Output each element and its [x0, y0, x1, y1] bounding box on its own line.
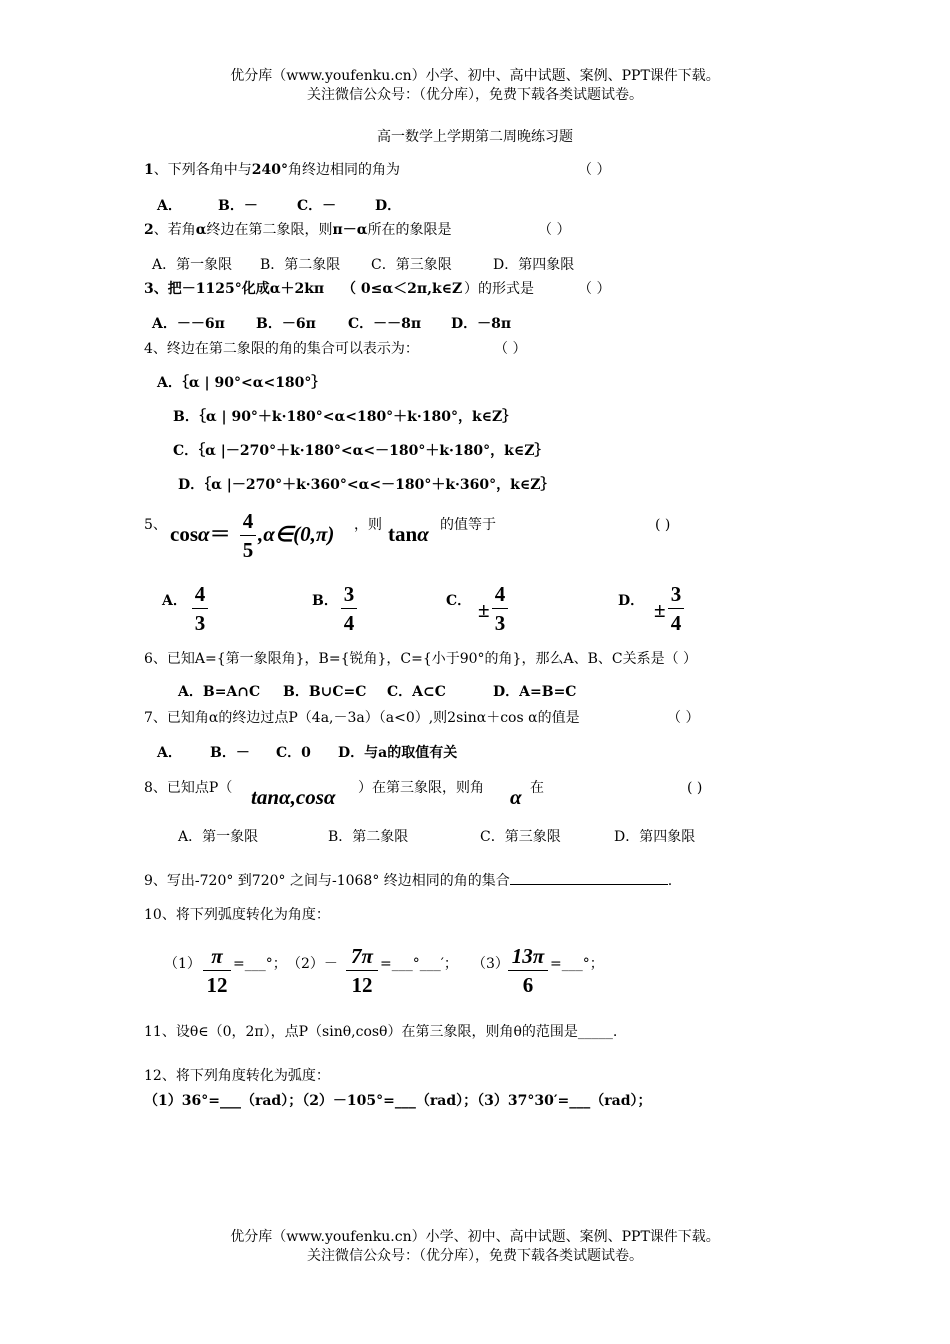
q2-expr: π－α	[332, 222, 368, 238]
q2-answer-bracket: （ ）	[538, 222, 571, 238]
q3-condition: （ 0≤α＜2π,k∈Z	[342, 281, 463, 297]
q5-option-d-sign: ±	[654, 598, 666, 622]
q6-option-b: B．B∪C=C	[283, 684, 367, 700]
q3-option-c: C．－－8π	[348, 316, 422, 332]
footer-line-2: 关注微信公众号：（优分库），免费下载各类试题试卷。	[307, 1248, 643, 1264]
q12-conversions: （1）36°=___（rad）；（2）－105°=___（rad）；（3）37°30′=___（rad）；	[144, 1093, 652, 1109]
q5-option-d-fraction	[668, 582, 684, 635]
q6-option-a: A．B=A∩C	[178, 684, 261, 700]
q9-answer-blank[interactable]	[510, 871, 668, 885]
q8-answer-bracket: ( )	[687, 780, 703, 796]
q5-a-num: 4	[194, 582, 206, 606]
q10-f1-num: π	[211, 944, 223, 968]
q5-cos-expr	[170, 522, 231, 546]
q2-option-a: A．第一象限	[152, 257, 233, 273]
q4-answer-bracket: （ ）	[494, 341, 527, 357]
q2-text-c: 所在的象限是	[367, 222, 452, 238]
q10-part-3-answer: =___°；	[550, 956, 604, 972]
question-6: 6、已知A={第一象限角}，B={锐角}，C={小于90°的角}，那么A、B、C关系是（ ）	[144, 651, 698, 667]
q3-option-b: B．－6π	[256, 316, 316, 332]
q5-frac-den: 5	[242, 538, 254, 562]
question-11: 11、设θ∈（0，2π），点P（sinθ,cosθ）在第三象限，则角θ的范围是_____.	[144, 1024, 618, 1040]
q10-part-2-fraction	[346, 944, 378, 997]
question-1	[144, 161, 400, 179]
q5-option-c-fraction	[492, 582, 508, 635]
question-3	[144, 280, 324, 298]
q3-text: 3、把－1125°化成	[144, 281, 270, 297]
q5-cos: cos	[170, 522, 198, 546]
q9-text: 9、写出-720° 到720° 之间与-1068° 终边相同的角的集合	[144, 873, 510, 889]
q5-alpha: α	[198, 522, 210, 546]
q5-eq: ＝	[209, 522, 231, 546]
q1-degree: 240°	[251, 162, 288, 178]
q1-option-b: B．－	[218, 198, 258, 214]
q5-fraction-4-5	[240, 509, 256, 562]
q6-option-d: D．A=B=C	[493, 684, 577, 700]
question-4: 4、终边在第二象限的角的集合可以表示为：	[144, 341, 419, 357]
q10-f1-den: 12	[206, 973, 228, 997]
q10-f2-num: 7π	[351, 944, 373, 968]
q1-number: 1	[144, 162, 154, 178]
q5-d-den: 4	[670, 611, 682, 635]
q7-option-b: B．－	[210, 745, 250, 761]
q1-option-a: A．	[157, 198, 182, 214]
q2-text: 、若角	[153, 222, 196, 238]
q10-part-1-fraction	[203, 944, 231, 997]
q5-tan-expr	[388, 522, 429, 546]
q2-option-d: D．第四象限	[493, 257, 575, 273]
q10-f3-den: 6	[522, 973, 534, 997]
q5-answer-bracket: ( )	[655, 517, 671, 533]
q5-option-c-label: C．	[446, 593, 472, 609]
q10-f3-num: 13π	[511, 944, 545, 968]
question-7: 7、已知角α的终边过点P（4a,－3a）（a<0）,则2sinα＋cos α的值是	[144, 710, 580, 726]
q10-part-3-label: （3）	[472, 956, 509, 972]
question-2	[144, 221, 452, 239]
q5-frac-num: 4	[242, 509, 254, 533]
q7-option-a: A．	[157, 745, 182, 761]
q5-tan-alpha: α	[417, 522, 429, 546]
q10-part-2-answer: =___°___′；	[380, 956, 458, 972]
q3-option-a: A．－－6π	[152, 316, 225, 332]
q8-option-b: B．第二象限	[328, 829, 409, 845]
q1-answer-bracket: （ ）	[578, 162, 611, 178]
q1-text-a: 、下列各角中与	[153, 162, 252, 178]
q5-b-den: 4	[343, 611, 355, 635]
q10-part-3-fraction	[508, 944, 548, 997]
q2-number: 2	[144, 222, 154, 238]
q10-part-2-label: （2）－	[287, 956, 338, 972]
q10-part-1-label: （1）	[164, 956, 201, 972]
q5-interval: ,α∈(0,π)	[258, 522, 335, 546]
q5-option-b-fraction	[341, 582, 357, 635]
q5-ask: 的值等于	[440, 517, 496, 533]
q5-then: ，则	[354, 517, 382, 533]
question-9	[144, 871, 672, 890]
q5-option-c-sign: ±	[478, 598, 490, 622]
q8-option-a: A．第一象限	[178, 829, 259, 845]
q9-end: .	[667, 873, 673, 889]
q3-expr: α＋2kπ	[269, 281, 325, 297]
q5-option-d-label: D．	[618, 593, 645, 609]
q7-option-d: D．与a的取值有关	[338, 745, 458, 761]
q4-option-c: C．｛α |－270°＋k·180°<α<－180°＋k·180°，k∈Z｝	[173, 443, 549, 459]
q7-answer-bracket: （ ）	[667, 710, 700, 726]
q5-c-num: 4	[494, 582, 506, 606]
q3-option-d: D．－8π	[451, 316, 512, 332]
q7-option-c: C．0	[276, 745, 311, 761]
q4-option-b: B．｛α | 90°＋k·180°<α<180°＋k·180°，k∈Z｝	[173, 409, 517, 425]
q10-f2-den: 12	[351, 973, 373, 997]
question-10: 10、将下列弧度转化为角度：	[144, 907, 330, 923]
q10-part-1-answer: =___°；	[233, 956, 287, 972]
q8-text-b: ）在第三象限，则角	[358, 780, 484, 796]
q5-c-den: 3	[494, 611, 506, 635]
question-8: 8、已知点P（	[144, 780, 233, 796]
q3-answer-bracket: （ ）	[578, 281, 611, 297]
q1-option-d: D．	[375, 198, 402, 214]
page-title: 高一数学上学期第二周晚练习题	[377, 129, 573, 145]
q3-text-b: ）的形式是	[464, 281, 534, 297]
question-12: 12、将下列角度转化为弧度：	[144, 1068, 330, 1084]
q4-option-d: D．｛α |－270°＋k·360°<α<－180°＋k·360°，k∈Z｝	[178, 477, 555, 493]
q8-option-d: D．第四象限	[614, 829, 696, 845]
q2-option-b: B．第二象限	[260, 257, 341, 273]
q6-option-c: C．A⊂C	[387, 684, 446, 700]
q8-option-c: C．第三象限	[480, 829, 561, 845]
header-line-1: 优分库（www.youfenku.cn）小学、初中、高中试题、案例、PPT课件下载。	[230, 68, 720, 84]
q5-option-a-label: A．	[162, 593, 187, 609]
q2-text-b: 终边在第二象限，则	[206, 222, 333, 238]
q1-option-c: C．－	[297, 198, 337, 214]
q2-alpha: α	[195, 222, 207, 238]
q5-option-a-fraction	[192, 582, 208, 635]
q4-option-a: A．｛α | 90°<α<180°｝	[157, 375, 326, 391]
q5-d-num: 3	[670, 582, 682, 606]
q5-option-b-label: B．	[312, 593, 338, 609]
q1-text-b: 角终边相同的角为	[287, 162, 400, 178]
header-line-2: 关注微信公众号：（优分库），免费下载各类试题试卷。	[307, 87, 643, 103]
q8-text-c: 在	[530, 780, 544, 796]
q2-option-c: C．第三象限	[371, 257, 452, 273]
q8-alpha: α	[510, 785, 522, 809]
q5-a-den: 3	[194, 611, 206, 635]
footer-line-1: 优分库（www.youfenku.cn）小学、初中、高中试题、案例、PPT课件下载。	[230, 1229, 720, 1245]
q5-b-num: 3	[343, 582, 355, 606]
q5-tan: tan	[388, 522, 418, 546]
q8-expr: tanα,cosα	[251, 785, 336, 809]
q5-number: 5、	[144, 517, 167, 533]
